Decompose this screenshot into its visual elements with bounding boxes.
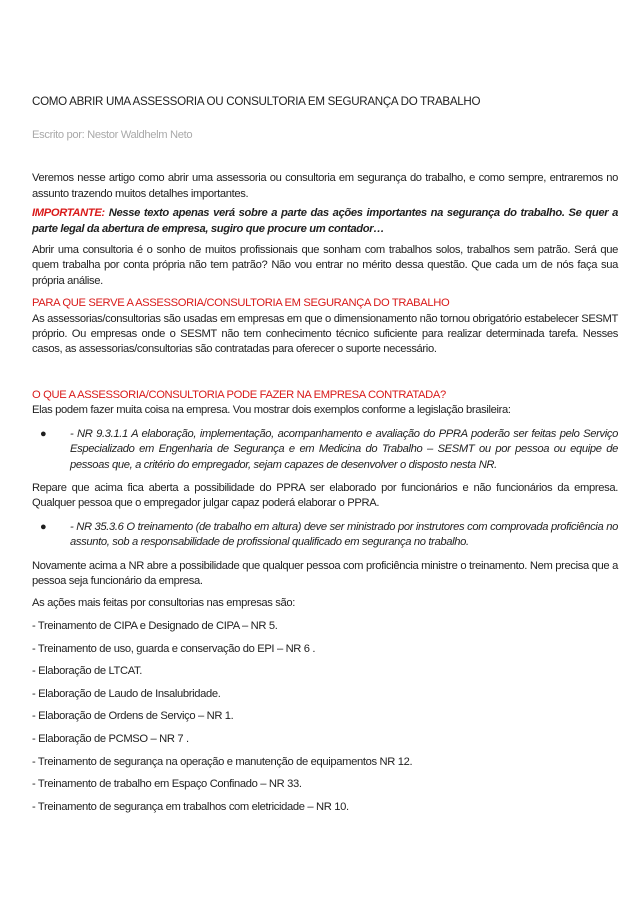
action-item: - Elaboração de LTCAT.	[32, 665, 143, 678]
bullet-item-nr35	[32, 520, 618, 551]
bullet-text-nr35: - NR 35.3.6 O treinamento (de trabalho em altura) deve ser ministrado por instrutores com comprovada proficiência no assunto, sob a responsabilidade de profissional qualificado em segurança no trabalho.	[70, 520, 618, 549]
section-services-intro: Elas podem fazer muita coisa na empresa. Vou mostrar dois exemplos conforme a legislação brasileira:	[32, 404, 511, 417]
section-heading-purpose: PARA QUE SERVE A ASSESSORIA/CONSULTORIA EM SEGURANÇA DO TRABALHO	[32, 297, 450, 310]
novamente-paragraph: Novamente acima a NR abre a possibilidade que qualquer pessoa com proficiência ministre o treinamento. Nem precisa que a pessoa seja funcionário da empresa.	[32, 559, 618, 587]
important-note	[32, 206, 618, 237]
action-item: - Elaboração de PCMSO – NR 7 .	[32, 732, 189, 745]
bullet-text-nr9: - NR 9.3.1.1 A elaboração, implementação, acompanhamento e avaliação do PPRA poderão ser feitas pelo Serviço Especializado em Engenharia de Segurança e em Medicina do Trabalho – SESMT ou por pessoa ou equipe de pessoas que, a critério do empregador, sejam capazes de desenvolver o disposto nesta NR.	[70, 427, 618, 471]
bullet-list-nr35	[32, 520, 618, 551]
action-item: - Treinamento de segurança em trabalhos com eletricidade – NR 10.	[32, 800, 349, 813]
repare-paragraph: Repare que acima fica aberta a possibilidade do PPRA ser elaborado por funcionários e não funcionários da empresa. Qualquer pessoa que o empregador julgar capaz poderá elaborar o PPRA.	[32, 481, 618, 510]
intro-paragraph: Veremos nesse artigo como abrir uma assessoria ou consultoria em segurança do trabalho, e como sempre, entraremos no assunto trazendo muitos detalhes importantes.	[32, 172, 618, 200]
action-item: - Treinamento de trabalho em Espaço Confinado – NR 33.	[32, 778, 302, 791]
important-label: IMPORTANTE:	[32, 207, 105, 220]
action-item: - Treinamento de uso, guarda e conservação do EPI – NR 6 .	[32, 642, 316, 655]
bullet-list-nr9	[32, 427, 618, 473]
actions-list	[32, 596, 618, 815]
action-item: - Treinamento de CIPA e Designado de CIPA – NR 5.	[32, 619, 278, 632]
action-item: - Elaboração de Ordens de Serviço – NR 1.	[32, 710, 234, 723]
bullet-dot-icon: ●	[40, 520, 47, 533]
bullet-dot-icon: ●	[40, 427, 47, 440]
bullet-item-nr9	[32, 427, 618, 473]
section-purpose-text: As assessorias/consultorias são usadas em empresas em que o dimensionamento não tornou obrigatório estabelecer SESMT próprio. Ou empresas onde o SESMT não tem conhecimento técnico suficiente para realizar determinada tarefa. Nesses casos, as assessorias/consultorias são contratadas para oferecer o suporte necessário.	[32, 312, 618, 356]
important-text: Nesse texto apenas verá sobre a parte das ações importantes na segurança do trabalho. Se quer a parte legal da abertura de empresa, sugiro que procure um contador…	[32, 207, 618, 235]
actions-intro: As ações mais feitas por consultorias nas empresas são:	[32, 597, 296, 610]
author-line: Escrito por: Nestor Waldhelm Neto	[32, 129, 193, 141]
section-heading-services: O QUE A ASSESSORIA/CONSULTORIA PODE FAZER NA EMPRESA CONTRATADA?	[32, 388, 446, 401]
action-item: - Elaboração de Laudo de Insalubridade.	[32, 687, 221, 700]
action-item: - Treinamento de segurança na operação e manutenção de equipamentos NR 12.	[32, 755, 413, 768]
dream-paragraph: Abrir uma consultoria é o sonho de muitos profissionais que sonham com trabalhos solos, trabalhos sem patrão. Será que quem trabalha por conta própria não tem patrão? Não vou entrar no mérito dessa questão. Que cada um de nós faça sua própria análise.	[32, 244, 618, 287]
document-title: COMO ABRIR UMA ASSESSORIA OU CONSULTORIA EM SEGURANÇA DO TRABALHO	[32, 95, 481, 108]
document-body	[32, 94, 618, 815]
